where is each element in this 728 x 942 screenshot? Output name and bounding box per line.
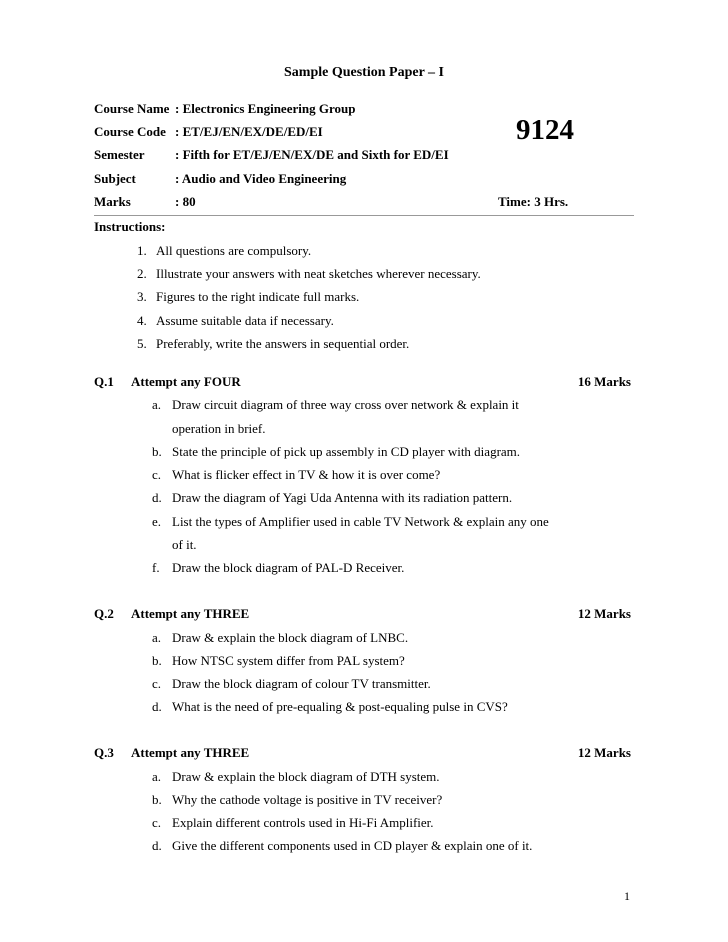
instruction-text: Figures to the right indicate full marks. <box>156 289 360 304</box>
question-marks: 12 Marks <box>577 606 631 621</box>
instruction-text: Illustrate your answers with neat sketches wherever necessary. <box>156 266 481 281</box>
question-instruction: Attempt any THREE <box>131 606 250 621</box>
item-text: Why the cathode voltage is positive in TV receiver? <box>172 792 443 807</box>
instruction-number: 3. <box>137 289 147 304</box>
question-marks: 12 Marks <box>577 745 631 760</box>
item-text: Draw the block diagram of colour TV transmitter. <box>172 676 431 691</box>
item-text: Draw & explain the block diagram of DTH system. <box>172 769 440 784</box>
question-number: Q.2 <box>94 606 114 621</box>
instruction-number: 2. <box>137 266 147 281</box>
item-letter: b. <box>152 653 162 668</box>
question-item <box>152 653 405 669</box>
item-text: Draw the block diagram of PAL-D Receiver. <box>172 560 405 575</box>
question-number: Q.1 <box>94 374 114 389</box>
question-item-continuation: operation in brief. <box>172 421 266 436</box>
info-value: : Fifth for ET/EJ/EN/EX/DE and Sixth for ED/EI <box>175 147 449 162</box>
info-label: Course Name <box>94 101 170 116</box>
question-item <box>152 699 508 715</box>
question-item <box>152 467 440 483</box>
instruction-item <box>137 243 311 259</box>
question-item <box>152 490 512 506</box>
instruction-text: Preferably, write the answers in sequential order. <box>156 336 410 351</box>
item-letter: e. <box>152 514 162 529</box>
item-letter: c. <box>152 815 162 830</box>
question-item <box>152 630 408 646</box>
instruction-text: All questions are compulsory. <box>156 243 312 258</box>
item-text: Give the different components used in CD player & explain one of it. <box>172 838 533 853</box>
question-marks: 16 Marks <box>577 374 631 389</box>
item-letter: b. <box>152 444 162 459</box>
instructions-heading: Instructions: <box>94 219 166 234</box>
item-letter: d. <box>152 838 162 853</box>
page-number: 1 <box>624 889 630 903</box>
question-item <box>152 792 442 808</box>
item-text: Draw circuit diagram of three way cross over network & explain it <box>172 397 519 412</box>
instruction-item <box>137 289 359 305</box>
item-text: What is flicker effect in TV & how it is over come? <box>172 467 441 482</box>
info-label: Course Code <box>94 124 166 139</box>
item-letter: a. <box>152 397 162 412</box>
question-number: Q.3 <box>94 745 114 760</box>
item-text: Explain different controls used in Hi-Fi Amplifier. <box>172 815 434 830</box>
question-item <box>152 560 404 576</box>
item-text: How NTSC system differ from PAL system? <box>172 653 405 668</box>
question-item <box>152 514 549 530</box>
question-instruction: Attempt any FOUR <box>131 374 241 389</box>
instruction-number: 5. <box>137 336 147 351</box>
item-letter: c. <box>152 676 162 691</box>
question-item-continuation: of it. <box>172 537 197 552</box>
info-label: Subject <box>94 171 136 186</box>
question-item <box>152 838 532 854</box>
question-instruction: Attempt any THREE <box>131 745 250 760</box>
question-item <box>152 815 434 831</box>
item-letter: a. <box>152 769 162 784</box>
paper-code: 9124 <box>516 114 574 146</box>
info-label: Marks <box>94 194 131 209</box>
item-text: Draw & explain the block diagram of LNBC. <box>172 630 409 645</box>
time-duration: Time: 3 Hrs. <box>498 194 569 209</box>
instruction-number: 1. <box>137 243 147 258</box>
info-value: : Electronics Engineering Group <box>175 101 356 116</box>
item-text: Draw the diagram of Yagi Uda Antenna with its radiation pattern. <box>172 490 513 505</box>
question-item <box>152 676 431 692</box>
item-letter: a. <box>152 630 162 645</box>
instruction-item <box>137 336 409 352</box>
item-letter: d. <box>152 490 162 505</box>
instruction-text: Assume suitable data if necessary. <box>156 313 334 328</box>
info-label: Semester <box>94 147 145 162</box>
item-letter: d. <box>152 699 162 714</box>
item-text: What is the need of pre-equaling & post-equaling pulse in CVS? <box>172 699 508 714</box>
header-divider <box>94 215 634 216</box>
question-item <box>152 769 440 785</box>
instruction-item <box>137 313 334 329</box>
item-text: List the types of Amplifier used in cable TV Network & explain any one <box>172 514 549 529</box>
instruction-item <box>137 266 481 282</box>
item-letter: b. <box>152 792 162 807</box>
instruction-number: 4. <box>137 313 147 328</box>
item-text: State the principle of pick up assembly in CD player with diagram. <box>172 444 521 459</box>
info-value: : 80 <box>175 194 196 209</box>
question-item <box>152 444 520 460</box>
item-letter: c. <box>152 467 162 482</box>
paper-title: Sample Question Paper – I <box>284 65 444 80</box>
info-value: : ET/EJ/EN/EX/DE/ED/EI <box>175 124 323 139</box>
item-letter: f. <box>152 560 160 575</box>
info-value: : Audio and Video Engineering <box>175 171 347 186</box>
question-item <box>152 397 519 413</box>
